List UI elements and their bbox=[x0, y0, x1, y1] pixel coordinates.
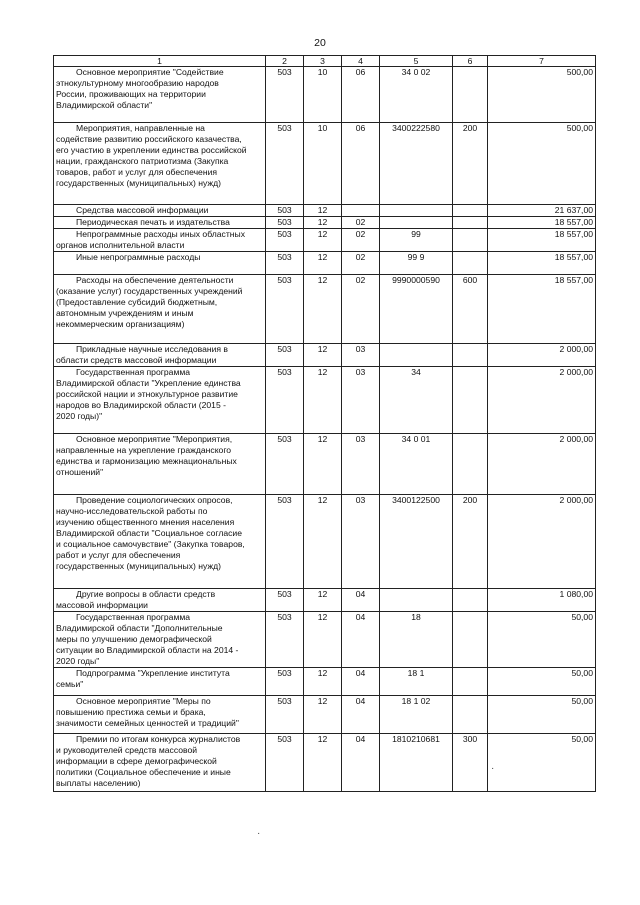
row-col6 bbox=[453, 696, 488, 734]
row-amount: 50,00 bbox=[488, 668, 596, 696]
row-col5 bbox=[380, 217, 453, 229]
row-amount: 2 000,00 bbox=[488, 434, 596, 495]
row-col2: 503 bbox=[266, 205, 304, 217]
row-col4: 04 bbox=[342, 668, 380, 696]
row-name: Премии по итогам конкурса журналистов и руководителей средств массовой информации в сфере демографической политики (Социальное обеспечение и иные выплаты населению) bbox=[54, 734, 266, 792]
row-col3: 10 bbox=[304, 123, 342, 205]
row-name: Непрограммные расходы иных областных органов исполнительной власти bbox=[54, 229, 266, 252]
table-row bbox=[54, 252, 596, 275]
row-col3: 12 bbox=[304, 205, 342, 217]
row-name: Государственная программа Владимирской области "Дополнительные меры по улучшению демографической ситуации во Владимирской области на 2014 - 2020 годы" bbox=[54, 612, 266, 668]
row-amount: 2 000,00 bbox=[488, 367, 596, 434]
row-amount: 50,00 bbox=[488, 696, 596, 734]
row-col6 bbox=[453, 217, 488, 229]
row-col6 bbox=[453, 252, 488, 275]
row-col6: 300 bbox=[453, 734, 488, 792]
row-name: Государственная программа Владимирской области "Укрепление единства российской нации и этнокультурное развитие народов во Владимирской области (2015 - 2020 годы)" bbox=[54, 367, 266, 434]
row-col3: 12 bbox=[304, 275, 342, 344]
row-col4: 03 bbox=[342, 434, 380, 495]
row-amount: 21 637,00 bbox=[488, 205, 596, 217]
column-header: 2 bbox=[266, 56, 304, 67]
row-col5: 18 1 02 bbox=[380, 696, 453, 734]
row-col6 bbox=[453, 434, 488, 495]
row-col2: 503 bbox=[266, 589, 304, 612]
row-col3: 12 bbox=[304, 367, 342, 434]
row-col6 bbox=[453, 229, 488, 252]
row-col2: 503 bbox=[266, 696, 304, 734]
table-row bbox=[54, 612, 596, 668]
table-row bbox=[54, 367, 596, 434]
row-col6 bbox=[453, 589, 488, 612]
row-name: Основное мероприятие "Мероприятия, направленные на укрепление гражданского единства и гармонизацию межнациональных отношений" bbox=[54, 434, 266, 495]
row-col3: 10 bbox=[304, 67, 342, 123]
row-col6: 200 bbox=[453, 495, 488, 589]
table-row bbox=[54, 205, 596, 217]
row-col6 bbox=[453, 668, 488, 696]
table-row bbox=[54, 495, 596, 589]
row-name: Средства массовой информации bbox=[54, 205, 266, 217]
row-col4: 02 bbox=[342, 217, 380, 229]
row-col2: 503 bbox=[266, 734, 304, 792]
row-amount: 500,00 bbox=[488, 67, 596, 123]
row-col4: 04 bbox=[342, 612, 380, 668]
row-col4: 02 bbox=[342, 275, 380, 344]
row-name: Основное мероприятие "Меры по повышению престижа семьи и брака, значимости семейных ценностей и традиций" bbox=[54, 696, 266, 734]
row-col3: 12 bbox=[304, 344, 342, 367]
row-col5: 99 9 bbox=[380, 252, 453, 275]
row-col4: 02 bbox=[342, 229, 380, 252]
row-col4: 04 bbox=[342, 589, 380, 612]
row-col2: 503 bbox=[266, 434, 304, 495]
scan-mark: · bbox=[491, 763, 495, 774]
row-name: Другие вопросы в области средств массовой информации bbox=[54, 589, 266, 612]
row-col5 bbox=[380, 205, 453, 217]
row-col5: 34 0 02 bbox=[380, 67, 453, 123]
row-amount: 1 080,00 bbox=[488, 589, 596, 612]
row-col5: 18 bbox=[380, 612, 453, 668]
row-col4: 04 bbox=[342, 734, 380, 792]
budget-table bbox=[53, 55, 596, 792]
row-col6 bbox=[453, 67, 488, 123]
row-col3: 12 bbox=[304, 434, 342, 495]
row-col3: 12 bbox=[304, 734, 342, 792]
table-row bbox=[54, 217, 596, 229]
row-col5: 9990000590 bbox=[380, 275, 453, 344]
table-row bbox=[54, 67, 596, 123]
table-row bbox=[54, 434, 596, 495]
row-name: Проведение социологических опросов, научно-исследовательской работы по изучению общественного мнения населения Владимирской области "Социальное согласие и социальное самочувствие" (Закупка товаров, работ и услуг для обеспечения государственных (муниципальных) нужд) bbox=[54, 495, 266, 589]
row-col4 bbox=[342, 205, 380, 217]
table-row bbox=[54, 696, 596, 734]
row-amount: 2 000,00 bbox=[488, 495, 596, 589]
row-col3: 12 bbox=[304, 668, 342, 696]
row-col2: 503 bbox=[266, 67, 304, 123]
row-col3: 12 bbox=[304, 229, 342, 252]
table-row bbox=[54, 734, 596, 792]
scan-mark: · bbox=[257, 828, 261, 839]
row-col2: 503 bbox=[266, 275, 304, 344]
row-amount: 18 557,00 bbox=[488, 252, 596, 275]
row-col6 bbox=[453, 344, 488, 367]
table-row bbox=[54, 123, 596, 205]
column-header: 1 bbox=[54, 56, 266, 67]
row-col6 bbox=[453, 612, 488, 668]
row-col6: 600 bbox=[453, 275, 488, 344]
row-col4: 03 bbox=[342, 367, 380, 434]
row-name: Основное мероприятие "Содействие этнокультурному многообразию народов России, проживающих на территории Владимирской области" bbox=[54, 67, 266, 123]
row-col2: 503 bbox=[266, 252, 304, 275]
table-row bbox=[54, 229, 596, 252]
row-col5: 1810210681 bbox=[380, 734, 453, 792]
row-col6 bbox=[453, 367, 488, 434]
row-col2: 503 bbox=[266, 495, 304, 589]
column-header: 7 bbox=[488, 56, 596, 67]
row-amount: 2 000,00 bbox=[488, 344, 596, 367]
column-header: 3 bbox=[304, 56, 342, 67]
row-col2: 503 bbox=[266, 229, 304, 252]
row-amount: 50,00 bbox=[488, 612, 596, 668]
row-col3: 12 bbox=[304, 696, 342, 734]
table-row bbox=[54, 668, 596, 696]
row-col4: 04 bbox=[342, 696, 380, 734]
row-col3: 12 bbox=[304, 612, 342, 668]
page-number: 20 bbox=[314, 37, 326, 49]
row-name: Подпрограмма "Укрепление института семьи" bbox=[54, 668, 266, 696]
row-name: Иные непрограммные расходы bbox=[54, 252, 266, 275]
row-col6: 200 bbox=[453, 123, 488, 205]
row-col4: 03 bbox=[342, 495, 380, 589]
row-col4: 06 bbox=[342, 123, 380, 205]
row-name: Прикладные научные исследования в области средств массовой информации bbox=[54, 344, 266, 367]
row-col5: 3400122500 bbox=[380, 495, 453, 589]
row-col6 bbox=[453, 205, 488, 217]
row-name: Расходы на обеспечение деятельности (оказание услуг) государственных учреждений (Предоставление субсидий бюджетным, автономным учреждениям и иным некоммерческим организациям) bbox=[54, 275, 266, 344]
row-col3: 12 bbox=[304, 217, 342, 229]
row-col5: 99 bbox=[380, 229, 453, 252]
row-amount: 50,00 bbox=[488, 734, 596, 792]
row-col4: 06 bbox=[342, 67, 380, 123]
row-col2: 503 bbox=[266, 344, 304, 367]
row-col3: 12 bbox=[304, 495, 342, 589]
row-col4: 02 bbox=[342, 252, 380, 275]
column-header-row bbox=[54, 56, 596, 67]
row-col5 bbox=[380, 344, 453, 367]
row-amount: 18 557,00 bbox=[488, 275, 596, 344]
row-col5: 3400222580 bbox=[380, 123, 453, 205]
column-header: 5 bbox=[380, 56, 453, 67]
table-row bbox=[54, 589, 596, 612]
row-col3: 12 bbox=[304, 252, 342, 275]
row-name: Мероприятия, направленные на содействие развитию российского казачества, его участию в укреплении единства российской нации, гражданского патриотизма (Закупка товаров, работ и услуг для обеспечения государственных (муниципальных) нужд) bbox=[54, 123, 266, 205]
row-col2: 503 bbox=[266, 123, 304, 205]
row-amount: 500,00 bbox=[488, 123, 596, 205]
table-row bbox=[54, 275, 596, 344]
row-col5: 18 1 bbox=[380, 668, 453, 696]
row-amount: 18 557,00 bbox=[488, 229, 596, 252]
row-col2: 503 bbox=[266, 217, 304, 229]
row-col2: 503 bbox=[266, 367, 304, 434]
row-amount: 18 557,00 bbox=[488, 217, 596, 229]
row-col2: 503 bbox=[266, 668, 304, 696]
row-name: Периодическая печать и издательства bbox=[54, 217, 266, 229]
column-header: 6 bbox=[453, 56, 488, 67]
row-col2: 503 bbox=[266, 612, 304, 668]
row-col5: 34 bbox=[380, 367, 453, 434]
column-header: 4 bbox=[342, 56, 380, 67]
row-col5 bbox=[380, 589, 453, 612]
row-col3: 12 bbox=[304, 589, 342, 612]
table-row bbox=[54, 344, 596, 367]
row-col4: 03 bbox=[342, 344, 380, 367]
row-col5: 34 0 01 bbox=[380, 434, 453, 495]
